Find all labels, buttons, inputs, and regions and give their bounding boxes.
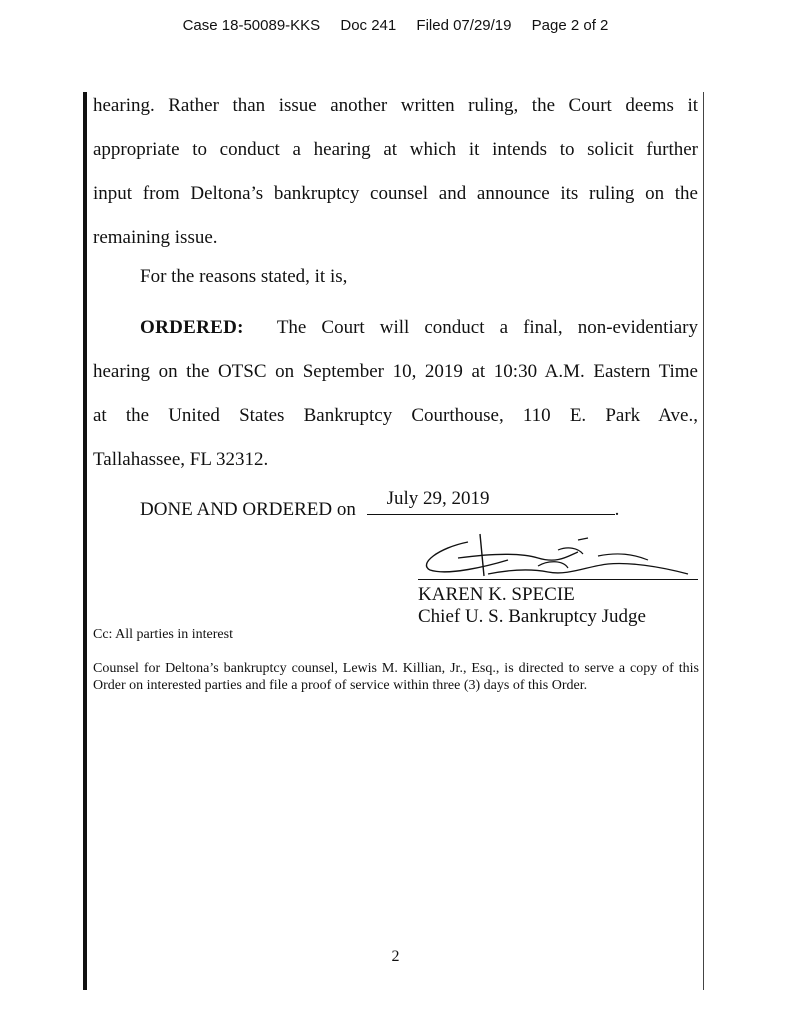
paragraph-line: hearing. Rather than issue another written ruling, the Court deems it (93, 95, 698, 116)
ordered-first-line (93, 306, 698, 350)
filing-header (0, 17, 791, 34)
date-line (367, 488, 615, 515)
paragraph-line: remaining issue. (93, 227, 218, 248)
right-margin-bar (703, 92, 704, 990)
paragraph-line: input from Deltona’s bankruptcy counsel and announce its ruling on the (93, 183, 698, 204)
ordered-first-text: The Court will conduct a final, non-evidentiary (276, 317, 698, 338)
paragraph-line: appropriate to conduct a hearing at which it intends to solicit further (93, 139, 698, 160)
counsel-directive: Counsel for Deltona’s bankruptcy counsel, Lewis M. Killian, Jr., Esq., is directed to serve a copy of this Order on interested parties and file a proof of service within three (3) days of this Order. (93, 661, 699, 693)
reasons-statement: For the reasons stated, it is, (140, 266, 348, 287)
ordered-paragraph (93, 306, 698, 482)
ordered-label: ORDERED: (140, 317, 244, 338)
page-number: 2 (391, 948, 400, 965)
judge-title: Chief U. S. Bankruptcy Judge (418, 606, 646, 627)
judge-signature (418, 530, 700, 582)
judge-name: KAREN K. SPECIE (418, 584, 575, 605)
page-indicator: Page 2 of 2 (531, 17, 609, 34)
opening-paragraph (93, 84, 698, 260)
signature-line (418, 579, 698, 580)
doc-number: Doc 241 (340, 17, 397, 34)
ordered-line: hearing on the OTSC on September 10, 2019 at 10:30 A.M. Eastern Time (93, 361, 698, 382)
filed-date: Filed 07/29/19 (416, 17, 512, 34)
left-margin-bar (83, 92, 87, 990)
order-date: July 29, 2019 (386, 488, 490, 509)
done-prefix: DONE AND ORDERED on (140, 499, 356, 520)
cc-line: Cc: All parties in interest (93, 627, 233, 642)
ordered-line: at the United States Bankruptcy Courthouse, 110 E. Park Ave., (93, 405, 698, 426)
case-number: Case 18-50089-KKS (182, 17, 321, 34)
done-suffix: . (614, 499, 620, 520)
done-and-ordered (140, 488, 620, 521)
ordered-line: Tallahassee, FL 32312. (93, 449, 269, 470)
